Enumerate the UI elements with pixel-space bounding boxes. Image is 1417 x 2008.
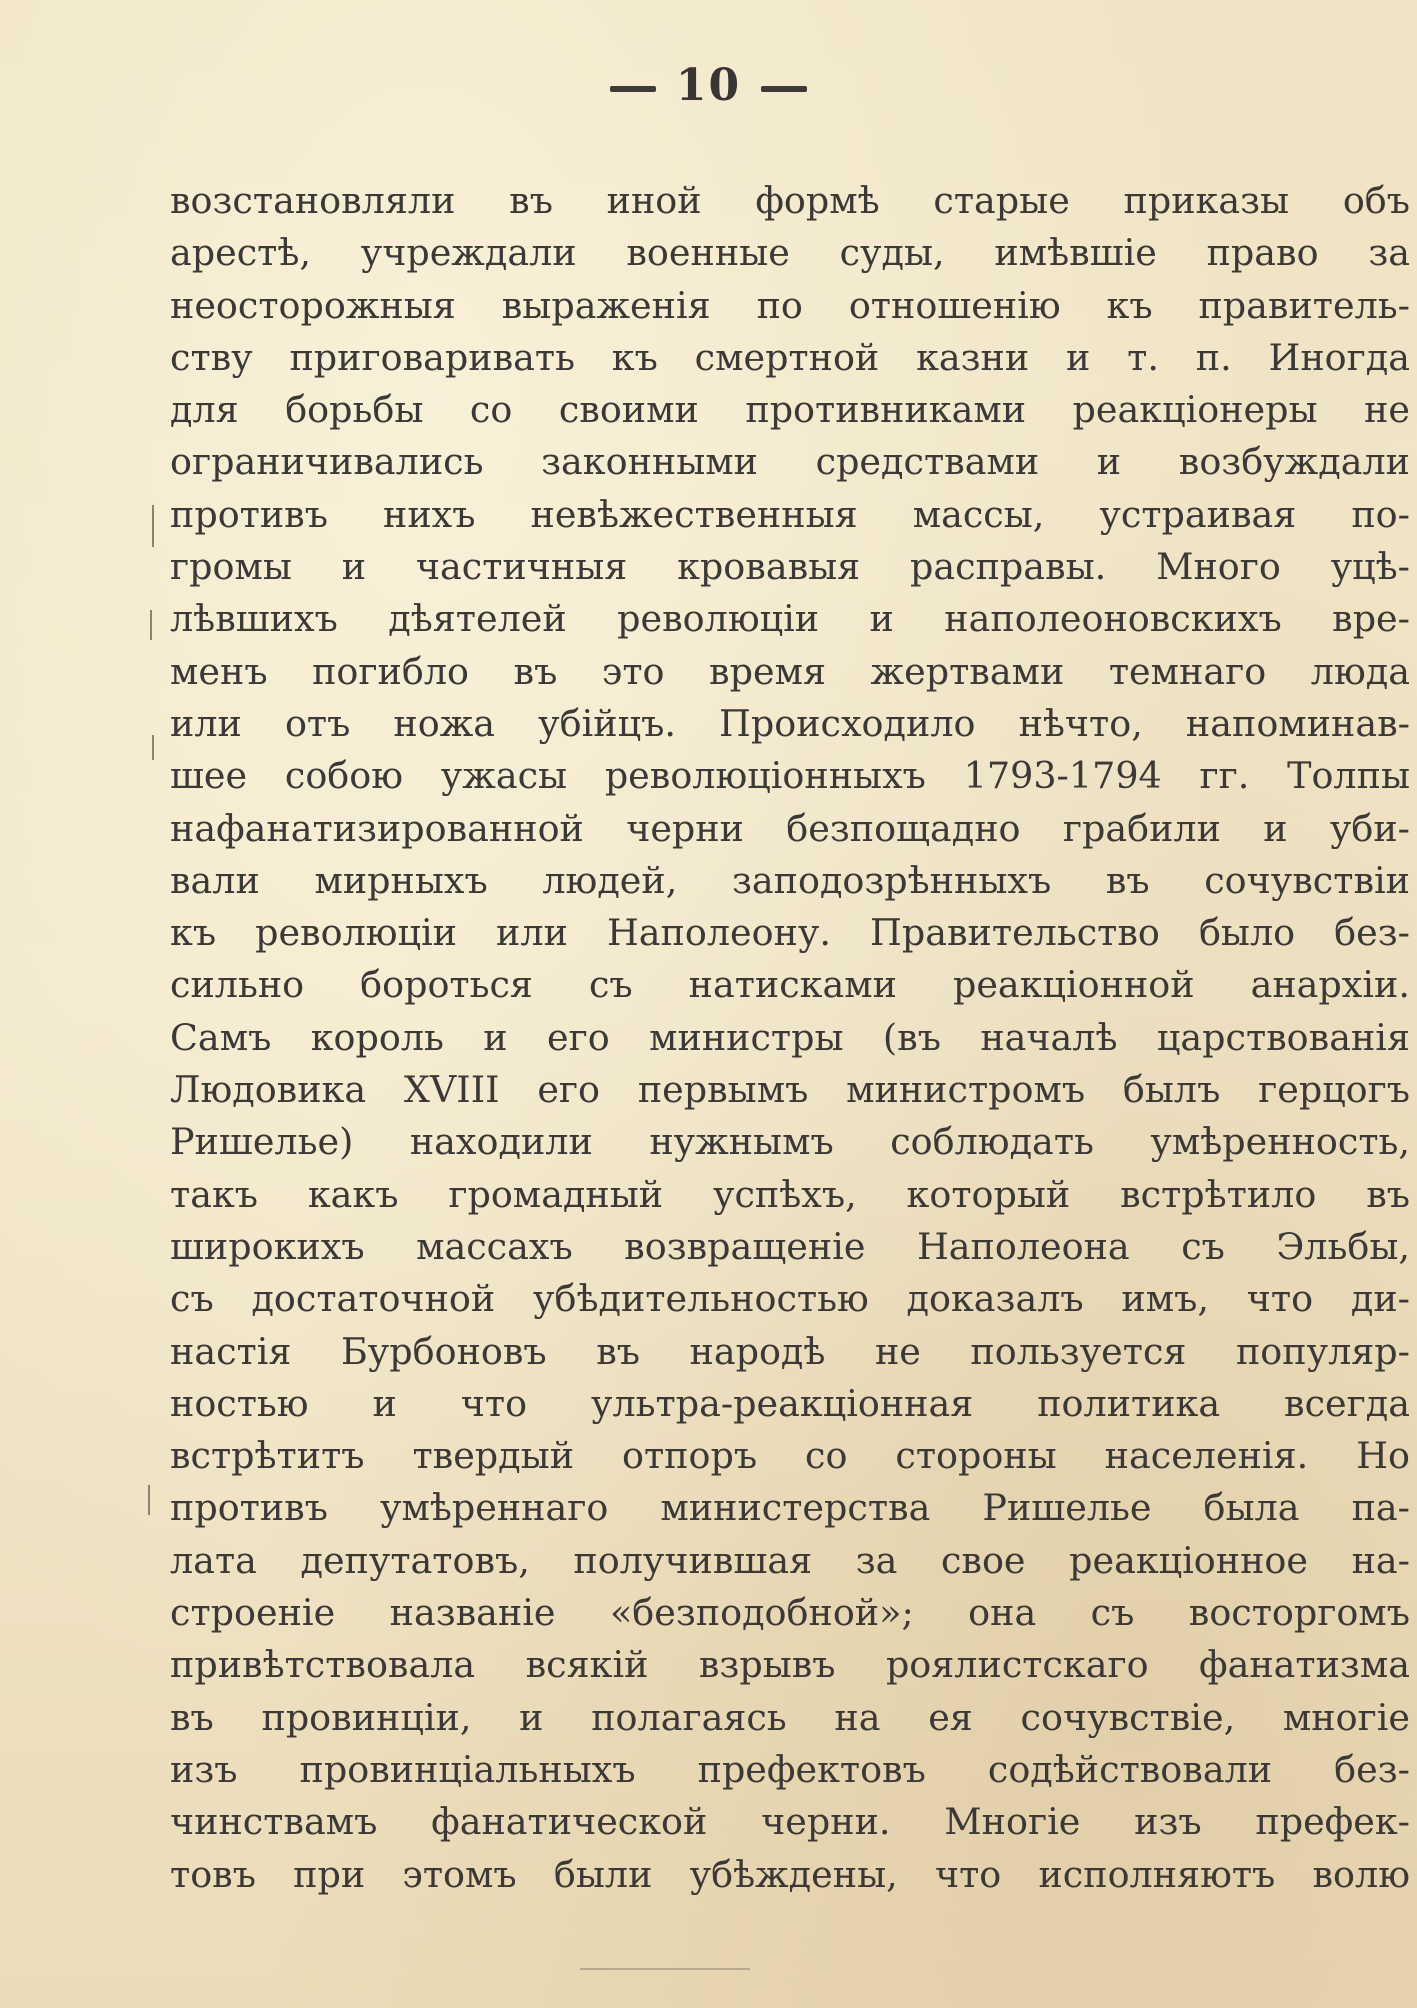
text-line: громы и частичныя кровавыя расправы. Много уцѣ- <box>170 545 1410 589</box>
text-line: или отъ ножа убійцъ. Происходило нѣчто, напоминав- <box>170 701 1410 745</box>
text-line: менъ погибло въ это время жертвами темнаго люда <box>170 649 1410 693</box>
text-line: строеніе названіе «безподобной»; она съ восторгомъ <box>170 1591 1410 1635</box>
text-line: лѣвшихъ дѣятелей революціи и наполеоновскихъ вре- <box>170 597 1410 641</box>
text-line: въ провинціи, и полагаясь на ея сочувствіе, многіе <box>170 1695 1410 1739</box>
text-line: возстановляли въ иной формѣ старые приказы объ <box>170 179 1410 222</box>
text-line: такъ какъ громадный успѣхъ, который встрѣтило въ <box>170 1172 1410 1216</box>
page-number <box>0 60 1417 111</box>
margin-mark <box>148 1485 150 1515</box>
text-line: противъ умѣреннаго министерства Ришелье была па- <box>170 1486 1410 1530</box>
margin-mark <box>152 505 154 547</box>
text-line: арестѣ, учреждали военные суды, имѣвшіе право за <box>170 231 1410 275</box>
text-line: ностью и что ультра-реакціонная политика всегда <box>170 1381 1410 1425</box>
text-line: настія Бурбоновъ въ народѣ не пользуется популяр- <box>170 1329 1410 1373</box>
text-line: нафанатизированной черни безпощадно грабили и уби- <box>170 806 1410 850</box>
text-line: неосторожныя выраженія по отношенію къ правитель- <box>170 283 1410 327</box>
text-line: привѣтствовала всякій взрывъ роялистскаго фанатизма <box>170 1643 1410 1687</box>
text-line: Самъ король и его министры (въ началѣ царствованія <box>170 1015 1410 1059</box>
text-line: широкихъ массахъ возвращеніе Наполеона съ Эльбы, <box>170 1224 1410 1268</box>
bottom-smudge <box>580 1968 750 1970</box>
text-line: для борьбы со своими противниками реакціонеры не <box>170 388 1410 432</box>
text-line: ству приговаривать къ смертной казни и т. п. Иногда <box>170 335 1410 379</box>
text-line: встрѣтитъ твердый отпоръ со стороны населенія. Но <box>170 1434 1410 1478</box>
text-line: съ достаточной убѣдительностью доказалъ имъ, что ди- <box>170 1277 1410 1321</box>
text-line: вали мирныхъ людей, заподозрѣнныхъ въ сочувствіи <box>170 858 1410 902</box>
text-line: Ришелье) находили нужнымъ соблюдать умѣренность, <box>170 1120 1410 1164</box>
text-line: шее собою ужасы революціонныхъ 1793-1794 гг. Толпы <box>170 754 1410 798</box>
text-line: сильно бороться съ натисками реакціонной анархіи. <box>170 963 1410 1007</box>
text-line: товъ при этомъ были убѣждены, что исполняютъ волю <box>170 1852 1410 1896</box>
text-line: къ революціи или Наполеону. Правительство было без- <box>170 911 1410 955</box>
page-number-dash-left <box>610 86 656 92</box>
text-line: лата депутатовъ, получившая за свое реакціонное на- <box>170 1538 1410 1582</box>
page-number-dash-right <box>761 86 807 92</box>
text-line: Людовика XVIII его первымъ министромъ былъ герцогъ <box>170 1068 1410 1112</box>
text-line: противъ нихъ невѣжественныя массы, устраивая по- <box>170 492 1410 536</box>
text-line: ограничивались законными средствами и возбуждали <box>170 440 1410 484</box>
text-line: изъ провинціальныхъ префектовъ содѣйствовали без- <box>170 1747 1410 1791</box>
margin-mark <box>150 610 152 640</box>
margin-mark <box>152 735 154 760</box>
body-text <box>170 175 1410 1901</box>
text-line: чинствамъ фанатической черни. Многіе изъ префек- <box>170 1800 1410 1844</box>
page-number-value: 10 <box>675 60 742 111</box>
